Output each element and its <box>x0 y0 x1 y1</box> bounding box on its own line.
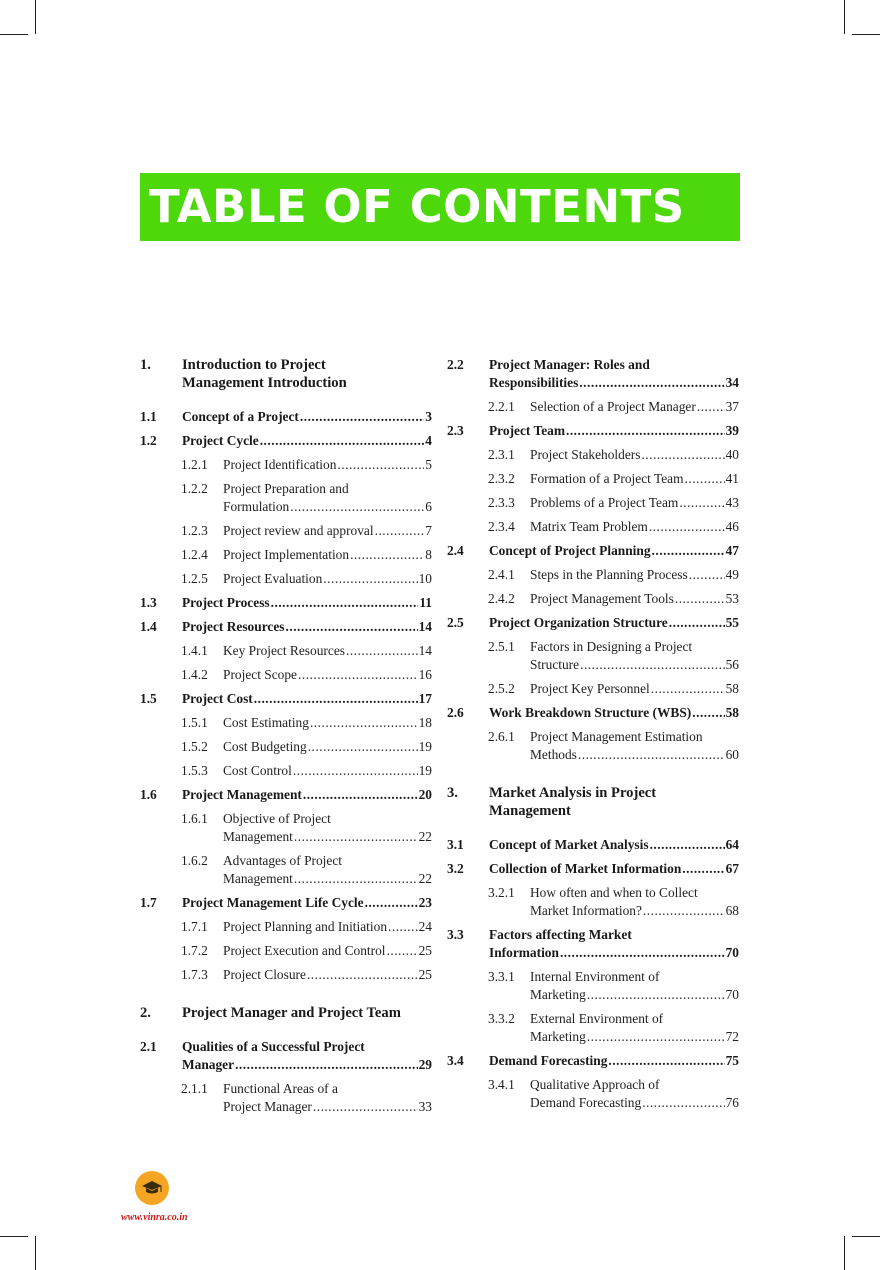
entry-number: 3. <box>447 785 458 801</box>
page-number: 22 <box>418 871 432 886</box>
page-number: 14 <box>418 643 432 658</box>
entry-number: 2.3.2 <box>488 471 515 486</box>
page-number: 33 <box>418 1099 432 1114</box>
entry-number: 2.6.1 <box>488 729 515 744</box>
entry-title: Advantages of Project <box>223 853 342 868</box>
dot-leader <box>560 944 725 962</box>
subsection-entry[interactable] <box>447 566 739 584</box>
dot-leader <box>235 1056 418 1074</box>
entry-number: 3.4.1 <box>488 1077 515 1092</box>
entry-title: Project Organization Structure <box>489 615 668 630</box>
page-title: TABLE OF CONTENTS <box>149 180 685 233</box>
subsection-entry[interactable] <box>447 446 739 464</box>
page-number: 60 <box>725 747 739 762</box>
entry-title: Marketing <box>530 987 586 1002</box>
section-entry[interactable] <box>447 542 739 560</box>
entry-title: Cost Control <box>223 763 292 778</box>
entry-number: 1.4.1 <box>181 643 208 658</box>
section-entry[interactable] <box>447 860 739 878</box>
entry-number: 1. <box>140 357 151 373</box>
entry-title: Problems of a Project Team <box>530 495 679 510</box>
entry-title: Collection of Market Information <box>489 861 682 876</box>
entry-number: 3.1 <box>447 837 464 852</box>
entry-title: Project Management Estimation <box>530 729 703 744</box>
entry-number: 2.5 <box>447 615 464 630</box>
entry-title: Selection of a Project Manager <box>530 399 696 414</box>
page-number: 20 <box>418 787 432 802</box>
entry-title: Management <box>223 871 293 886</box>
page-number: 70 <box>725 945 739 960</box>
entry-title: Cost Budgeting <box>223 739 307 754</box>
entry-number: 2.5.1 <box>488 639 515 654</box>
entry-title: Information <box>489 945 559 960</box>
page-number: 25 <box>418 943 432 958</box>
entry-title: Project Manager <box>223 1099 312 1114</box>
dot-leader <box>697 398 725 416</box>
entry-number: 1.5.3 <box>181 763 208 778</box>
dot-leader <box>290 498 424 516</box>
subsection-entry[interactable] <box>140 918 432 936</box>
entry-title: Project Process <box>182 595 270 610</box>
entry-number: 1.2 <box>140 433 157 448</box>
page-number: 11 <box>419 595 432 610</box>
entry-title: Project Preparation and <box>223 481 349 496</box>
dot-leader <box>310 714 418 732</box>
crop-mark <box>844 1236 845 1270</box>
entry-number: 1.7.2 <box>181 943 208 958</box>
page-number: 53 <box>725 591 739 606</box>
dot-leader <box>642 1094 724 1112</box>
entry-title: Formation of a Project Team <box>530 471 684 486</box>
subsection-entry[interactable] <box>140 522 432 540</box>
toc-right-column <box>447 356 739 1112</box>
page-number: 8 <box>425 547 432 562</box>
entry-title: Management <box>223 829 293 844</box>
dot-leader <box>652 542 725 560</box>
entry-title: Key Project Resources <box>223 643 345 658</box>
entry-title: Project Team <box>489 423 565 438</box>
entry-number: 2.1.1 <box>181 1081 208 1096</box>
entry-title: Demand Forecasting <box>489 1053 608 1068</box>
entry-number: 2.5.2 <box>488 681 515 696</box>
page-number: 58 <box>725 705 739 720</box>
page-number: 24 <box>418 919 432 934</box>
entry-number: 2.3 <box>447 423 464 438</box>
entry-number: 3.2.1 <box>488 885 515 900</box>
entry-title: Project Implementation <box>223 547 350 562</box>
dot-leader <box>387 942 418 960</box>
page-number: 17 <box>418 691 432 706</box>
dot-leader <box>682 860 724 878</box>
section-entry[interactable] <box>447 836 739 854</box>
entry-number: 1.2.4 <box>181 547 208 562</box>
chapter-entry[interactable] <box>140 356 432 392</box>
crop-mark <box>852 34 880 35</box>
entry-title: Concept of Market Analysis <box>489 837 649 852</box>
dot-leader <box>587 1028 725 1046</box>
section-entry[interactable] <box>447 704 739 722</box>
subsection-entry[interactable] <box>140 714 432 732</box>
entry-number: 1.4.2 <box>181 667 208 682</box>
entry-number: 2.2.1 <box>488 399 515 414</box>
subsection-entry[interactable] <box>447 470 739 488</box>
dot-leader <box>649 518 725 536</box>
page-number: 67 <box>725 861 739 876</box>
dot-leader <box>580 656 725 674</box>
subsection-entry[interactable] <box>140 666 432 684</box>
page-number: 47 <box>725 543 739 558</box>
entry-title: Project Cycle <box>182 433 259 448</box>
dot-leader <box>308 738 418 756</box>
entry-title: Project Manager: Roles and <box>489 357 650 372</box>
entry-title: Project Resources <box>182 619 285 634</box>
page-number: 7 <box>425 523 432 538</box>
page-number: 29 <box>418 1057 432 1072</box>
crop-mark <box>844 0 845 34</box>
entry-number: 2.1 <box>140 1039 157 1054</box>
page-number: 19 <box>418 739 432 754</box>
entry-title: Project Stakeholders <box>530 447 641 462</box>
dot-leader <box>254 690 418 708</box>
entry-number: 3.4 <box>447 1053 464 1068</box>
subsection-entry[interactable] <box>447 968 739 1004</box>
page-number: 37 <box>725 399 739 414</box>
dot-leader <box>675 590 725 608</box>
entry-number: 1.6.1 <box>181 811 208 826</box>
entry-title: Project Management <box>182 787 302 802</box>
page-number: 68 <box>725 903 739 918</box>
dot-leader <box>298 666 418 684</box>
entry-number: 1.5 <box>140 691 157 706</box>
dot-leader <box>313 1098 418 1116</box>
page-number: 70 <box>725 987 739 1002</box>
entry-title: Qualities of a Successful Project <box>182 1039 365 1054</box>
dot-leader <box>692 704 724 722</box>
entry-number: 2.3.3 <box>488 495 515 510</box>
entry-number: 3.2 <box>447 861 464 876</box>
dot-leader <box>651 680 725 698</box>
section-entry[interactable] <box>140 408 432 426</box>
page-number: 6 <box>425 499 432 514</box>
section-entry[interactable] <box>447 1052 739 1070</box>
entry-title: Factors affecting Market <box>489 927 632 942</box>
entry-title: Demand Forecasting <box>530 1095 642 1110</box>
section-entry[interactable] <box>447 614 739 632</box>
entry-title: Steps in the Planning Process <box>530 567 688 582</box>
dot-leader <box>650 836 725 854</box>
subsection-entry[interactable] <box>447 494 739 512</box>
entry-number: 1.6 <box>140 787 157 802</box>
subsection-entry[interactable] <box>140 942 432 960</box>
dot-leader <box>685 470 725 488</box>
entry-title: Structure <box>530 657 580 672</box>
entry-number: 2.3.4 <box>488 519 515 534</box>
entry-title: Project Evaluation <box>223 571 323 586</box>
publisher-logo <box>135 1171 169 1205</box>
page-number: 64 <box>725 837 739 852</box>
toc-left-column <box>140 356 432 1116</box>
entry-number: 1.2.3 <box>181 523 208 538</box>
entry-title: Management <box>489 803 571 819</box>
entry-number: 2.4.2 <box>488 591 515 606</box>
section-entry[interactable] <box>140 1038 432 1074</box>
entry-number: 1.7.3 <box>181 967 208 982</box>
entry-number: 1.4 <box>140 619 157 634</box>
subsection-entry[interactable] <box>140 966 432 984</box>
dot-leader <box>641 446 724 464</box>
entry-title: Project Management Life Cycle <box>182 895 364 910</box>
entry-number: 1.5.1 <box>181 715 208 730</box>
dot-leader <box>323 570 417 588</box>
crop-mark <box>35 1236 36 1270</box>
page-number: 56 <box>725 657 739 672</box>
page-number: 22 <box>418 829 432 844</box>
entry-title: Marketing <box>530 1029 586 1044</box>
dot-leader <box>566 422 725 440</box>
chapter-entry[interactable] <box>447 784 739 820</box>
entry-title: Factors in Designing a Project <box>530 639 693 654</box>
entry-number: 2.4.1 <box>488 567 515 582</box>
subsection-entry[interactable] <box>447 884 739 920</box>
section-entry[interactable] <box>140 618 432 636</box>
subsection-entry[interactable] <box>447 518 739 536</box>
dot-leader <box>346 642 418 660</box>
entry-number: 2.4 <box>447 543 464 558</box>
dot-leader <box>669 614 725 632</box>
subsection-entry[interactable] <box>447 728 739 764</box>
entry-title: Project Cost <box>182 691 253 706</box>
page-number: 10 <box>418 571 432 586</box>
page-number: 40 <box>725 447 739 462</box>
page-number: 55 <box>725 615 739 630</box>
entry-title: Project Scope <box>223 667 298 682</box>
page-number: 43 <box>725 495 739 510</box>
page-number: 72 <box>725 1029 739 1044</box>
entry-title: How often and when to Collect <box>530 885 698 900</box>
subsection-entry[interactable] <box>447 1076 739 1112</box>
dot-leader <box>337 456 424 474</box>
dot-leader <box>587 986 725 1004</box>
crop-mark <box>0 1236 28 1237</box>
entry-title: Project Manager and Project Team <box>182 1005 401 1021</box>
entry-number: 1.7 <box>140 895 157 910</box>
graduation-cap-icon <box>141 1177 163 1199</box>
entry-title: Internal Environment of <box>530 969 660 984</box>
entry-number: 1.2.5 <box>181 571 208 586</box>
dot-leader <box>679 494 724 512</box>
section-entry[interactable] <box>140 690 432 708</box>
section-entry[interactable] <box>140 894 432 912</box>
entry-title: External Environment of <box>530 1011 664 1026</box>
dot-leader <box>608 1052 724 1070</box>
chapter-entry[interactable] <box>140 1004 432 1022</box>
subsection-entry[interactable] <box>140 570 432 588</box>
page-number: 18 <box>418 715 432 730</box>
dot-leader <box>689 566 725 584</box>
subsection-entry[interactable] <box>447 398 739 416</box>
subsection-entry[interactable] <box>140 456 432 474</box>
entry-title: Objective of Project <box>223 811 331 826</box>
dot-leader <box>365 894 418 912</box>
entry-title: Market Information? <box>530 903 642 918</box>
page-number: 23 <box>418 895 432 910</box>
entry-number: 3.3.1 <box>488 969 515 984</box>
entry-title: Manager <box>182 1057 235 1072</box>
entry-title: Formulation <box>223 499 290 514</box>
entry-title: Concept of a Project <box>182 409 299 424</box>
dot-leader <box>271 594 419 612</box>
entry-title: Qualitative Approach of <box>530 1077 660 1092</box>
entry-number: 1.1 <box>140 409 157 424</box>
page-number: 75 <box>725 1053 739 1068</box>
entry-number: 1.2.2 <box>181 481 208 496</box>
crop-mark <box>35 0 36 34</box>
dot-leader <box>350 546 424 564</box>
dot-leader <box>293 762 418 780</box>
page-number: 76 <box>725 1095 739 1110</box>
entry-number: 1.2.1 <box>181 457 208 472</box>
page-number: 41 <box>725 471 739 486</box>
subsection-entry[interactable] <box>140 546 432 564</box>
page-number: 14 <box>418 619 432 634</box>
dot-leader <box>579 374 724 392</box>
entry-title: Concept of Project Planning <box>489 543 651 558</box>
entry-number: 2.3.1 <box>488 447 515 462</box>
crop-mark <box>0 34 28 35</box>
page-number: 25 <box>418 967 432 982</box>
entry-title: Matrix Team Problem <box>530 519 648 534</box>
page-number: 4 <box>425 433 432 448</box>
entry-number: 1.3 <box>140 595 157 610</box>
entry-title: Project Execution and Control <box>223 943 386 958</box>
entry-title: Cost Estimating <box>223 715 309 730</box>
entry-title: Project Closure <box>223 967 306 982</box>
entry-title: Introduction to Project <box>182 357 326 373</box>
entry-number: 2. <box>140 1005 151 1021</box>
dot-leader <box>300 408 424 426</box>
page-number: 3 <box>425 409 432 424</box>
page-number: 58 <box>725 681 739 696</box>
subsection-entry[interactable] <box>447 638 739 674</box>
entry-title: Project Identification <box>223 457 337 472</box>
entry-title: Project review and approval <box>223 523 374 538</box>
section-entry[interactable] <box>447 926 739 962</box>
entry-title: Management Introduction <box>182 375 347 391</box>
entry-number: 3.3 <box>447 927 464 942</box>
page-number: 39 <box>725 423 739 438</box>
section-entry[interactable] <box>447 356 739 392</box>
dot-leader <box>294 828 418 846</box>
dot-leader <box>307 966 418 984</box>
subsection-entry[interactable] <box>140 642 432 660</box>
page-number: 19 <box>418 763 432 778</box>
entry-title: Responsibilities <box>489 375 579 390</box>
dot-leader <box>388 918 418 936</box>
subsection-entry[interactable] <box>447 590 739 608</box>
entry-title: Work Breakdown Structure (WBS) <box>489 705 692 720</box>
section-entry[interactable] <box>140 594 432 612</box>
entry-number: 2.2 <box>447 357 464 372</box>
entry-title: Project Planning and Initiation <box>223 919 388 934</box>
section-entry[interactable] <box>447 422 739 440</box>
section-entry[interactable] <box>140 786 432 804</box>
entry-number: 3.3.2 <box>488 1011 515 1026</box>
website-url[interactable]: www.vinra.co.in <box>121 1212 188 1223</box>
subsection-entry[interactable] <box>140 480 432 516</box>
entry-title: Project Management Tools <box>530 591 674 606</box>
entry-title: Methods <box>530 747 577 762</box>
dot-leader <box>375 522 425 540</box>
entry-number: 2.6 <box>447 705 464 720</box>
page-number: 46 <box>725 519 739 534</box>
dot-leader <box>643 902 725 920</box>
dot-leader <box>303 786 418 804</box>
subsection-entry[interactable] <box>140 852 432 888</box>
subsection-entry[interactable] <box>140 738 432 756</box>
subsection-entry[interactable] <box>447 680 739 698</box>
title-banner <box>140 173 740 241</box>
page-number: 5 <box>425 457 432 472</box>
subsection-entry[interactable] <box>447 1010 739 1046</box>
subsection-entry[interactable] <box>140 762 432 780</box>
subsection-entry[interactable] <box>140 1080 432 1116</box>
dot-leader <box>260 432 425 450</box>
entry-number: 1.6.2 <box>181 853 208 868</box>
dot-leader <box>286 618 418 636</box>
crop-mark <box>852 1236 880 1237</box>
page-number: 16 <box>418 667 432 682</box>
entry-number: 1.5.2 <box>181 739 208 754</box>
entry-title: Project Key Personnel <box>530 681 650 696</box>
section-entry[interactable] <box>140 432 432 450</box>
dot-leader <box>578 746 725 764</box>
page-number: 34 <box>725 375 739 390</box>
subsection-entry[interactable] <box>140 810 432 846</box>
dot-leader <box>294 870 418 888</box>
entry-title: Functional Areas of a <box>223 1081 338 1096</box>
entry-title: Market Analysis in Project <box>489 785 657 801</box>
page-number: 49 <box>725 567 739 582</box>
entry-number: 1.7.1 <box>181 919 208 934</box>
